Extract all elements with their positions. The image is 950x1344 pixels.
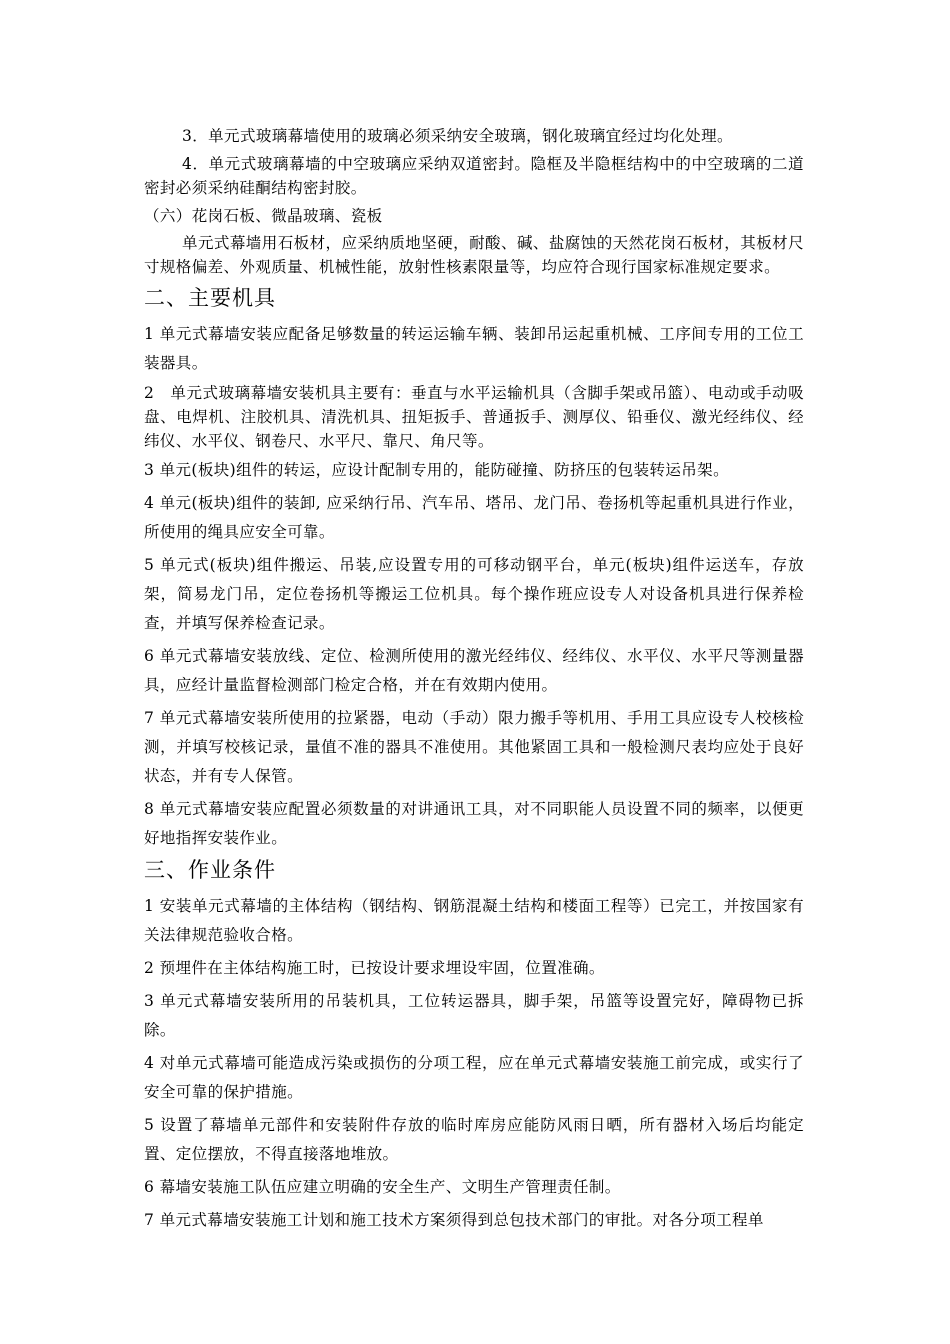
list-item: 4 单元(板块)组件的装卸, 应采纳行吊、汽车吊、塔吊、龙门吊、卷扬机等起重机具进行作业，所使用的绳具应安全可靠。 xyxy=(144,494,804,541)
list-item: 6 幕墙安装施工队伍应建立明确的安全生产、文明生产管理责任制。 xyxy=(144,1178,621,1196)
list-item: 3 单元式幕墙安装所用的吊装机具，工位转运器具，脚手架，吊篮等设置完好，障碍物已拆除。 xyxy=(144,992,804,1039)
list-item: 2 预埋件在主体结构施工时，已按设计要求埋设牢固，位置准确。 xyxy=(144,959,605,977)
list-item: 3 单元(板块)组件的转运，应设计配制专用的，能防碰撞、防挤压的包装转运吊架。 xyxy=(144,461,729,479)
paragraph-insulating-glass: 4．单元式玻璃幕墙的中空玻璃应采纳双道密封。隐框及半隐框结构中的中空玻璃的二道密封必须采纳硅酮结构密封胶。 xyxy=(144,155,804,197)
section-heading-equipment: 二、主要机具 xyxy=(144,286,276,310)
list-item: 4 对单元式幕墙可能造成污染或损伤的分项工程，应在单元式幕墙安装施工前完成，或实行了安全可靠的保护措施。 xyxy=(144,1054,804,1101)
list-item: 1 单元式幕墙安装应配备足够数量的转运运输车辆、装卸吊运起重机械、工序间专用的工位工装器具。 xyxy=(144,325,804,372)
list-item: 6 单元式幕墙安装放线、定位、检测所使用的激光经纬仪、经纬仪、水平仪、水平尺等测量器具，应经计量监督检测部门检定合格，并在有效期内使用。 xyxy=(144,647,804,694)
section-heading-work-conditions: 三、作业条件 xyxy=(144,858,276,882)
conditions-list xyxy=(144,892,804,1235)
list-item: 7 单元式幕墙安装所使用的拉紧器，电动（手动）限力搬手等机用、手用工具应设专人校核检测，并填写校核记录，量值不准的器具不准使用。其他紧固工具和一般检测尺表均应处于良好状态，并有专人保管。 xyxy=(144,709,804,785)
list-item: 2 单元式玻璃幕墙安装机具主要有：垂直与水平运输机具（含脚手架或吊篮）、电动或手动吸盘、电焊机、注胶机具、清洗机具、扭矩扳手、普通扳手、测厚仪、铅垂仪、激光经纬仪、经纬仪、水平仪、钢卷尺、水平尺、靠尺、角尺等。 xyxy=(144,384,804,450)
equipment-list xyxy=(144,320,804,853)
list-item: 8 单元式幕墙安装应配置必须数量的对讲通讯工具，对不同职能人员设置不同的频率，以便更好地指挥安装作业。 xyxy=(144,800,804,847)
paragraph-stone-material: 单元式幕墙用石板材，应采纳质地坚硬，耐酸、碱、盐腐蚀的天然花岗石板材，其板材尺寸规格偏差、外观质量、机械性能，放射性核素限量等，均应符合现行国家标准规定要求。 xyxy=(144,234,804,276)
subheading-stone-panels: （六）花岗石板、微晶玻璃、瓷板 xyxy=(144,207,383,225)
paragraph-glass-safety: 3．单元式玻璃幕墙使用的玻璃必须采纳安全玻璃，钢化玻璃宜经过均化处理。 xyxy=(182,127,733,145)
document-page xyxy=(144,0,804,1235)
list-item: 5 单元式(板块)组件搬运、吊装,应设置专用的可移动钢平台，单元(板块)组件运送车，存放架，简易龙门吊，定位卷扬机等搬运工位机具。每个操作班应设专人对设备机具进行保养检查，并填写保养检查记录。 xyxy=(144,556,804,632)
list-item: 1 安装单元式幕墙的主体结构（钢结构、钢筋混凝土结构和楼面工程等）已完工，并按国家有关法律规范验收合格。 xyxy=(144,897,804,944)
list-item: 7 单元式幕墙安装施工计划和施工技术方案须得到总包技术部门的审批。对各分项工程单 xyxy=(144,1211,764,1229)
list-item: 5 设置了幕墙单元部件和安装附件存放的临时库房应能防风雨日晒，所有器材入场后均能定置、定位摆放，不得直接落地堆放。 xyxy=(144,1116,804,1163)
